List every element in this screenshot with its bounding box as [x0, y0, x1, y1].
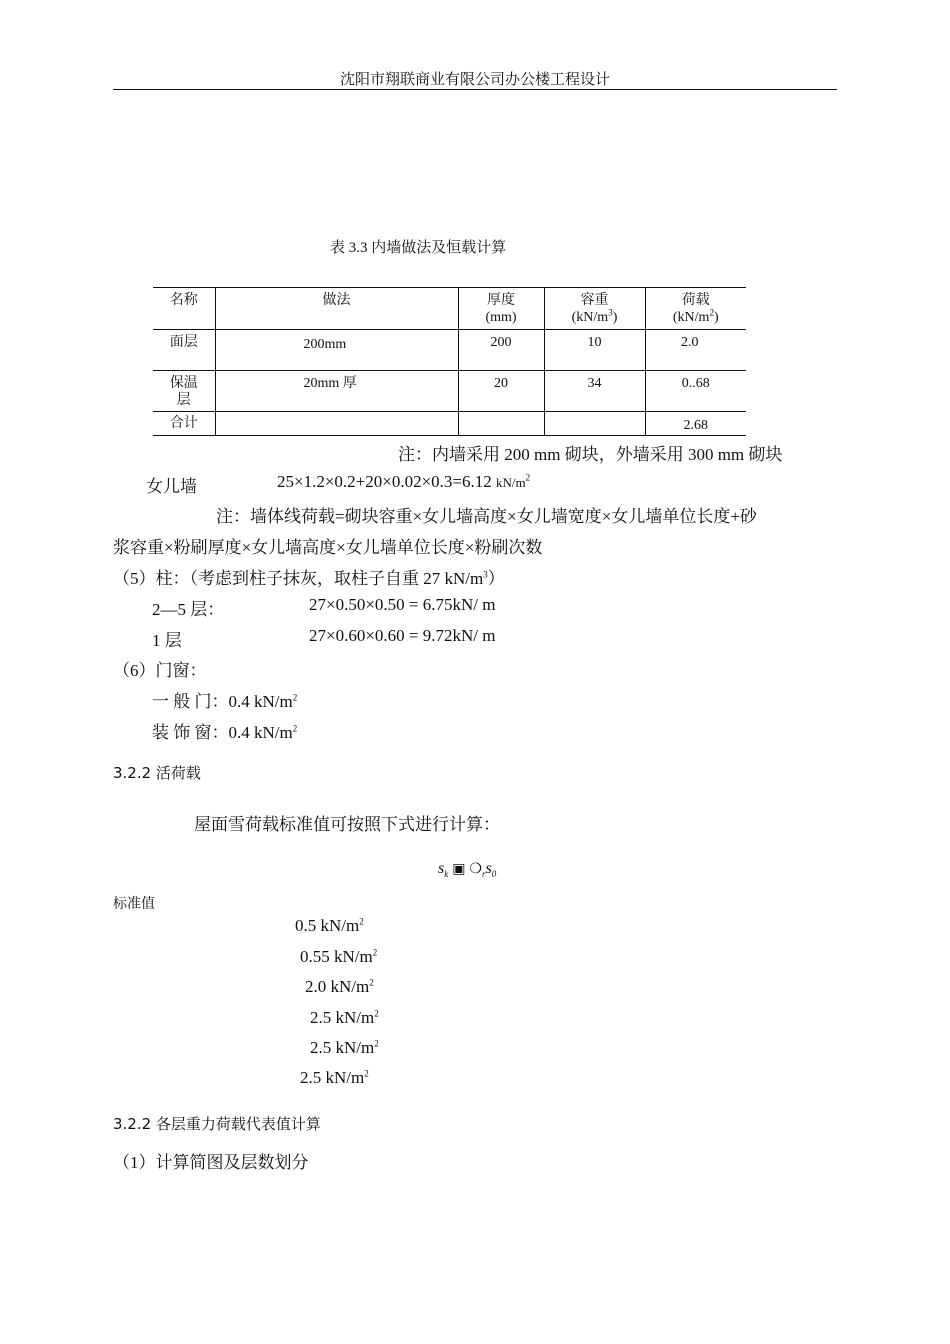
live-load-intro: 屋面雪荷载标准值可按照下式进行计算：: [194, 815, 500, 834]
table-header-row: [153, 288, 746, 330]
column-heading: （5）柱：（考虑到柱子抹灰，取柱子自重 27 $kN/m^3$）: [113, 569, 505, 588]
cell-thickness: [458, 412, 544, 436]
column-row-formula: 27×0.50×0.50 = 6.75kN/ m: [309, 595, 496, 614]
cell-method: 200mm: [215, 330, 458, 371]
col-header-method: 做法: [215, 288, 458, 330]
wall-load-table: [153, 287, 746, 436]
cell-density: [544, 412, 645, 436]
col-header-density: 容重 $(kN/m^3)$: [544, 288, 645, 330]
parapet-formula: 25×1.2×0.2+20×0.02×0.3=6.12 $kN/m^2$: [277, 472, 531, 491]
parapet-note-line2: 浆容重×粉刷厚度×女儿墙高度×女儿墙单位长度×粉刷次数: [113, 538, 543, 557]
cell-density: 10: [544, 330, 645, 371]
page-header-title: 沈阳市翔联商业有限公司办公楼工程设计: [339, 72, 610, 88]
cell-method: [215, 412, 458, 436]
live-load-heading: 3.2.2 活荷载: [113, 764, 201, 782]
standard-value-label: 标准值: [113, 897, 155, 912]
table-note: 注：内墙采用 200 mm 砌块，外墙采用 300 mm 砌块: [398, 445, 783, 464]
snow-load-formula: $s_k$ ▣ $❍_rs_0$: [438, 860, 497, 880]
cell-name: 面层: [153, 330, 215, 371]
cell-thickness: 200: [458, 330, 544, 371]
cell-density: 34: [544, 371, 645, 412]
cell-thickness: 20: [458, 371, 544, 412]
window-item: 装 饰 窗：0.4 $kN/m^2$: [152, 723, 298, 742]
col-header-thickness: 厚度 (mm): [458, 288, 544, 330]
column-row-formula: 27×0.60×0.60 = 9.72kN/ m: [309, 626, 496, 645]
door-item: 一 般 门：0.4 $kN/m^2$: [152, 692, 298, 711]
column-row-label: 2—5 层：: [152, 600, 225, 619]
parapet-note-line1: 注：墙体线荷载=砌块容重×女儿墙高度×女儿墙宽度×女儿墙单位长度+砂: [216, 507, 757, 526]
col-header-name: 名称: [153, 288, 215, 330]
standard-value: 0.55 $kN/m^2$: [300, 947, 378, 966]
table-row-total: [153, 412, 746, 436]
doors-heading: （6）门窗：: [113, 661, 207, 680]
table-row: [153, 330, 746, 371]
cell-load: 0..68: [645, 371, 746, 412]
gravity-load-heading: 3.2.2 各层重力荷载代表值计算: [113, 1115, 321, 1133]
header-rule: [113, 89, 837, 90]
column-row-label: 1 层: [152, 631, 182, 650]
standard-value: 2.5 $kN/m^2$: [310, 1038, 379, 1057]
gravity-load-subheading: （1）计算简图及层数划分: [113, 1153, 309, 1172]
standard-value: 0.5 $kN/m^2$: [295, 916, 364, 935]
cell-name: 保温层: [153, 371, 215, 412]
table-caption: 表 3.3 内墙做法及恒载计算: [330, 240, 507, 256]
table-row: [153, 371, 746, 412]
standard-value: 2.5 $kN/m^2$: [310, 1008, 379, 1027]
cell-load: 2.68: [645, 412, 746, 436]
cell-name: 合计: [153, 412, 215, 436]
col-header-load: 荷载 $(kN/m^2)$: [645, 288, 746, 330]
cell-method: 20mm 厚: [215, 371, 458, 412]
standard-value: 2.0 $kN/m^2$: [305, 977, 374, 996]
cell-load: 2.0: [645, 330, 746, 371]
standard-value: 2.5 $kN/m^2$: [300, 1068, 369, 1087]
parapet-label: 女儿墙: [146, 477, 197, 496]
